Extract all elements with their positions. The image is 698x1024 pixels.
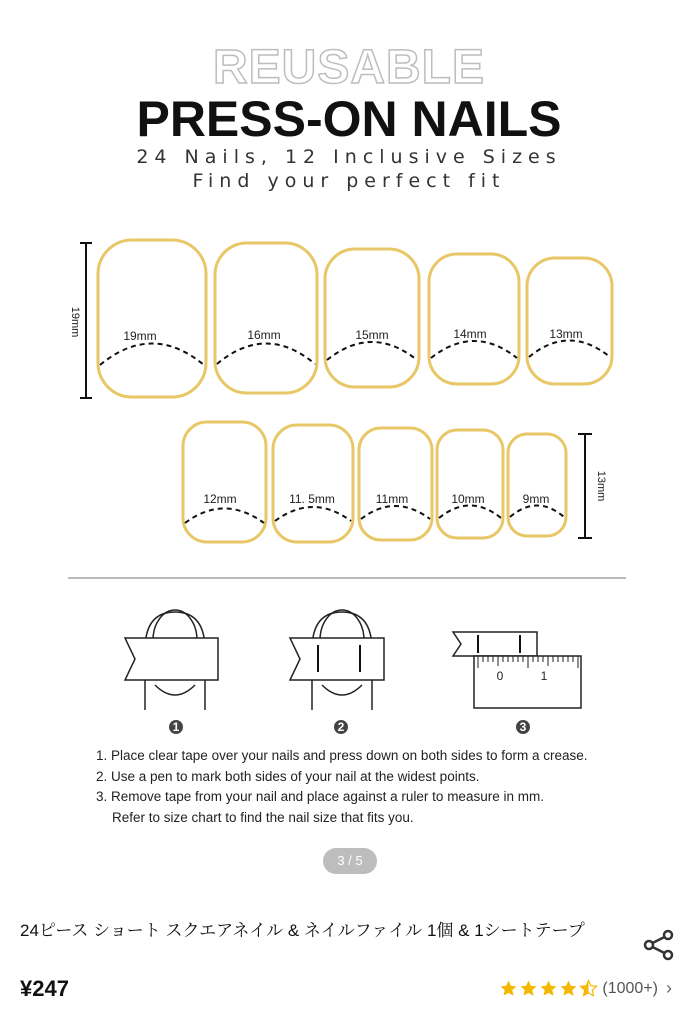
side-label-19mm: 19mm (69, 306, 81, 338)
heading-reusable: REUSABLE (212, 41, 486, 94)
star-icon (539, 979, 558, 998)
subtitle-line-1: 24 Nails, 12 Inclusive Sizes (136, 146, 562, 168)
nail-11mm (359, 428, 432, 540)
star-icon (519, 979, 538, 998)
star-icon (499, 979, 518, 998)
star-half-icon (579, 979, 598, 998)
step-1-illustration (125, 610, 218, 734)
product-title: 24ピース ショート スクエアネイル & ネイルファイル 1個 & 1シートテープ (20, 921, 585, 940)
height-marker-13mm (578, 434, 607, 538)
step-3-illustration (453, 632, 581, 734)
product-price: ¥247 (20, 976, 69, 1001)
step-number: 1 (172, 720, 180, 734)
nail-label: 11mm (375, 492, 409, 506)
nail-12mm (183, 422, 266, 542)
nail-label: 10mm (451, 492, 485, 506)
nail-10mm (437, 430, 503, 538)
height-marker-19mm (69, 243, 92, 398)
product-info-panel (0, 900, 698, 1024)
share-icon[interactable] (640, 926, 678, 964)
instruction-line: 2. Use a pen to mark both sides of your nail at the widest points. (96, 768, 480, 784)
nail-label: 19mm (123, 329, 157, 343)
nail-label: 13mm (549, 327, 583, 341)
nail-9mm (508, 434, 566, 536)
nail-row-1 (98, 240, 612, 397)
nail-13mm (527, 258, 612, 384)
rating-stars (499, 979, 598, 998)
heading-press-on-nails: PRESS-ON NAILS (136, 91, 562, 147)
step-2-illustration (290, 610, 384, 734)
instruction-line: Refer to size chart to find the nail size that fits you. (112, 809, 414, 825)
ruler-label: 1 (540, 669, 548, 683)
image-pager-indicator: 3 / 5 (323, 848, 377, 874)
nail-11-5mm (273, 425, 353, 542)
nail-15mm (325, 249, 419, 387)
nail-label: 11. 5mm (289, 492, 335, 506)
star-icon (559, 979, 578, 998)
side-label-13mm: 13mm (595, 470, 607, 502)
step-number: 2 (337, 720, 345, 734)
nail-label: 9mm (522, 492, 550, 506)
ruler-label: 0 (496, 669, 504, 683)
instructions (96, 746, 656, 828)
nail-label: 15mm (355, 328, 389, 342)
chevron-right-icon: › (666, 978, 672, 998)
nail-label: 16mm (247, 328, 281, 342)
instruction-line: 1. Place clear tape over your nails and press down on both sides to form a crease. (96, 748, 588, 763)
nail-14mm (429, 254, 519, 384)
nail-label: 12mm (203, 492, 237, 506)
rating-count: (1000+) (602, 979, 658, 997)
step-number: 3 (519, 720, 527, 734)
nail-row-2 (183, 422, 566, 542)
nail-19mm (98, 240, 206, 397)
subtitle-line-2: Find your perfect fit (192, 170, 506, 192)
instruction-line: 3. Remove tape from your nail and place against a ruler to measure in mm. (96, 789, 544, 804)
rating-summary[interactable] (499, 978, 672, 999)
nail-16mm (215, 243, 317, 393)
nail-label: 14mm (453, 327, 487, 341)
